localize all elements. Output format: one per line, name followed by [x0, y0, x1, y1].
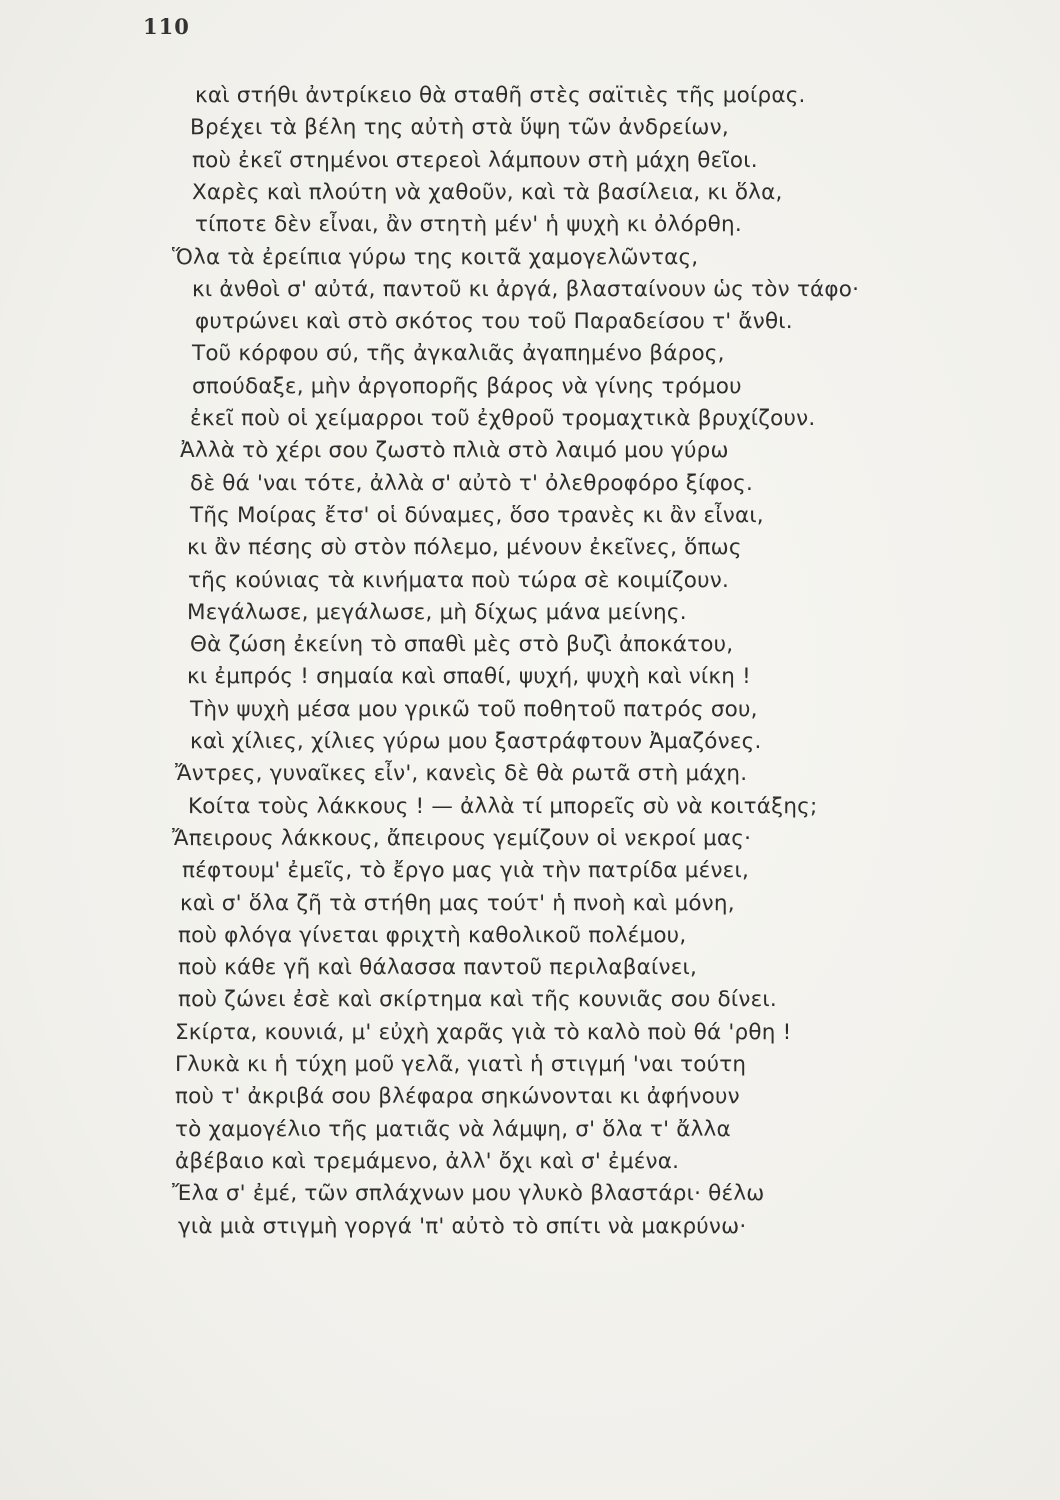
- poem-line: σπούδαξε, μὴν ἀργοπορῆς βάρος νὰ γίνης τρόμου: [192, 373, 742, 399]
- poem-line: καὶ χίλιες, χίλιες γύρω μου ξαστράφτουν Ἀμαζόνες.: [190, 729, 762, 754]
- poem-line: γιὰ μιὰ στιγμὴ γοργά 'π' αὐτὸ τὸ σπίτι νὰ μακρύνω·: [178, 1213, 747, 1239]
- poem-line: ποὺ ζώνει ἐσὲ καὶ σκίρτημα καὶ τῆς κουνιᾶς σου δίνει.: [178, 987, 777, 1013]
- poem-line: κι ἐμπρός ! σημαία καὶ σπαθί, ψυχή, ψυχὴ καὶ νίκη !: [187, 664, 751, 690]
- poem-line: ποὺ τ' ἀκριβά σου βλέφαρα σηκώνονται κι ἀφήνουν: [175, 1084, 740, 1110]
- poem-line: Ἀλλὰ τὸ χέρι σου ζωστὸ πλιὰ στὸ λαιμό μου γύρω: [180, 438, 729, 464]
- poem-line: Τῆς Μοίρας ἔτσ' οἱ δύναμες, ὅσο τρανὲς κι ἂν εἶναι,: [190, 502, 764, 528]
- poem-line: κι ἀνθοὶ σ' αὐτά, παντοῦ κι ἀργά, βλασταίνουν ὡς τὸν τάφο·: [192, 276, 860, 302]
- poem-line: Σκίρτα, κουνιά, μ' εὐχὴ χαρᾶς γιὰ τὸ καλὸ ποὺ θά 'ρθη !: [175, 1019, 792, 1045]
- poem-line: ποὺ ἐκεῖ στημένοι στερεοὶ λάμπουν στὴ μάχη θεῖοι.: [192, 147, 758, 173]
- poem-line: Γλυκὰ κι ἡ τύχη μοῦ γελᾶ, γιατὶ ἡ στιγμή 'ναι τούτη: [175, 1052, 747, 1077]
- poem-line: δὲ θά 'ναι τότε, ἀλλὰ σ' αὐτὸ τ' ὀλεθροφόρο ξίφος.: [190, 470, 754, 496]
- poem-line: Μεγάλωσε, μεγάλωσε, μὴ δίχως μάνα μείνης.: [187, 599, 687, 625]
- poem-line: Ἔλα σ' ἐμέ, τῶν σπλάχνων μου γλυκὸ βλαστάρι· θέλω: [172, 1181, 765, 1207]
- poem-line: Ὅλα τὰ ἐρείπια γύρω της κοιτᾶ χαμογελῶντας,: [172, 244, 699, 270]
- poem-line: κι ἂν πέσης σὺ στὸν πόλεμο, μένουν ἐκεῖνες, ὅπως: [187, 535, 742, 561]
- page-number: 110: [143, 14, 190, 39]
- poem-line: Θὰ ζώση ἐκείνη τὸ σπαθὶ μὲς στὸ βυζὶ ἀποκάτου,: [190, 632, 734, 658]
- poem-line: καὶ σ' ὅλα ζῆ τὰ στήθη μας τούτ' ἡ πνοὴ καὶ μόνη,: [180, 890, 735, 916]
- poem-line: Χαρὲς καὶ πλούτη νὰ χαθοῦν, καὶ τὰ βασίλεια, κι ὅλα,: [192, 179, 783, 205]
- poem-line: τίποτε δὲν εἶναι, ἂν στητὴ μέν' ἡ ψυχὴ κι ὀλόρθη.: [195, 212, 742, 238]
- poem-line: ποὺ φλόγα γίνεται φριχτὴ καθολικοῦ πολέμου,: [178, 922, 687, 948]
- poem-line: Ἄπειρους λάκκους, ἄπειρους γεμίζουν οἱ νεκροί μας·: [172, 825, 752, 851]
- poem-line: φυτρώνει καὶ στὸ σκότος του τοῦ Παραδείσου τ' ἄνθι.: [195, 309, 793, 335]
- poem-line: Τοῦ κόρφου σύ, τῆς ἀγκαλιᾶς ἀγαπημένο βάρος,: [192, 341, 725, 367]
- poem-line: ἀβέβαιο καὶ τρεμάμενο, ἀλλ' ὄχι καὶ σ' ἐμένα.: [175, 1148, 680, 1174]
- poem-line: ποὺ κάθε γῆ καὶ θάλασσα παντοῦ περιλαβαίνει,: [178, 955, 698, 981]
- poem-line: καὶ στήθι ἀντρίκειο θὰ σταθῆ στὲς σαϊτιὲς τῆς μοίρας.: [195, 83, 806, 108]
- poem-line: τῆς κούνιας τὰ κινήματα ποὺ τώρα σὲ κοιμίζουν.: [188, 567, 729, 593]
- poem-line: Βρέχει τὰ βέλη της αὐτὴ στὰ ὕψη τῶν ἀνδρείων,: [190, 115, 729, 141]
- poem-line: ἐκεῖ ποὺ οἱ χείμαρροι τοῦ ἐχθροῦ τρομαχτικὰ βρυχίζουν.: [190, 406, 816, 431]
- poem-line: Τὴν ψυχὴ μέσα μου γρικῶ τοῦ ποθητοῦ πατρός σου,: [190, 696, 758, 722]
- poem-line: Ἄντρες, γυναῖκες εἶν', κανεὶς δὲ θὰ ρωτᾶ στὴ μάχη.: [175, 761, 748, 787]
- poem-line: Κοίτα τοὺς λάκκους ! — ἀλλὰ τί μπορεῖς σὺ νὰ κοιτάξης;: [188, 793, 818, 819]
- poem-line: τὸ χαμογέλιο τῆς ματιᾶς νὰ λάμψη, σ' ὅλα τ' ἄλλα: [175, 1116, 731, 1142]
- poem-line: πέφτουμ' ἐμεῖς, τὸ ἔργο μας γιὰ τὴν πατρίδα μένει,: [182, 858, 750, 884]
